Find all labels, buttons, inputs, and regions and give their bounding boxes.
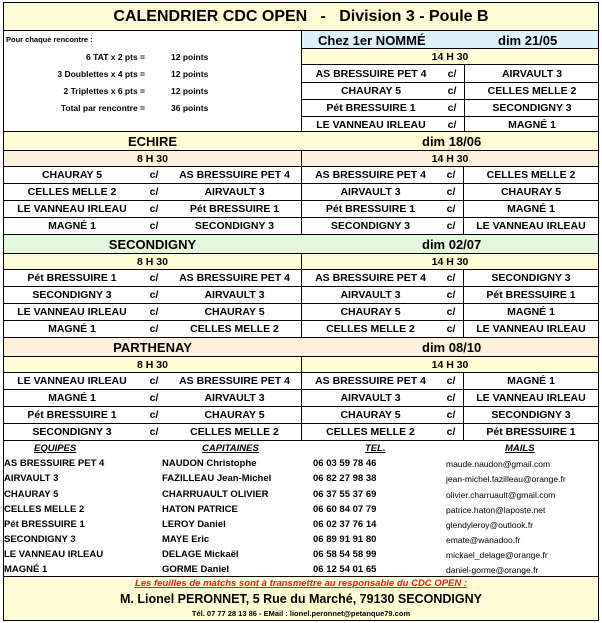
directory-mail[interactable]: glendyleroy@outlook.fr [446, 520, 534, 530]
match-away: LE VANNEAU IRLEAU [463, 389, 598, 406]
directory-captain: FAZILLEAU Jean-Michel [162, 473, 272, 484]
match-home: CELLES MELLE 2 [301, 320, 439, 337]
match-vs: c/ [140, 183, 168, 200]
match-home: CHAURAY 5 [302, 82, 440, 99]
scoring-value: 12 points [171, 69, 209, 79]
round-time-pm: 14 H 30 [301, 253, 598, 269]
directory-team: CELLES MELLE 2 [4, 504, 85, 515]
directory-captain: DELAGE Mickaël [162, 549, 239, 560]
match-vs: c/ [140, 372, 168, 389]
match-vs: c/ [140, 166, 168, 183]
directory-header-tel: TEL. [365, 443, 386, 454]
match-home: SECONDIGNY 3 [4, 423, 140, 440]
page-title: CALENDRIER CDC OPEN - Division 3 - Poule B [4, 3, 598, 30]
match-away: LE VANNEAU IRLEAU [463, 217, 598, 234]
directory-mail[interactable]: mickael_delage@orange.fr [446, 550, 548, 560]
match-away: Pét BRESSUIRE 1 [463, 286, 598, 303]
scoring-label: Total par rencontre = [60, 103, 145, 113]
directory-tel: 06 58 54 58 99 [313, 549, 377, 560]
match-away: AIRVAULT 3 [464, 65, 599, 82]
scoring-value: 36 points [171, 103, 209, 113]
match-away: SECONDIGNY 3 [463, 406, 598, 423]
directory-captain: GORME Daniel [162, 564, 230, 575]
match-vs: c/ [140, 269, 168, 286]
match-home: Pét BRESSUIRE 1 [302, 99, 440, 116]
match-home: CHAURAY 5 [301, 406, 439, 423]
first-round-header [301, 30, 598, 48]
directory-tel: 06 02 37 76 14 [313, 519, 377, 530]
directory-header-captain: CAPITAINES [202, 443, 259, 454]
match-vs: c/ [140, 389, 168, 406]
scoring-label: 2 Triplettes x 6 pts = [63, 86, 145, 96]
round-header [4, 337, 598, 356]
match-away: SECONDIGNY 3 [463, 269, 598, 286]
calendar-sheet [3, 2, 599, 621]
match-home: AS BRESSUIRE PET 4 [301, 372, 439, 389]
scoring-value: 12 points [171, 86, 209, 96]
match-home: SECONDIGNY 3 [301, 217, 439, 234]
match-vs: c/ [140, 406, 168, 423]
first-round-matches [301, 64, 598, 131]
scoring-label: 6 TAT x 2 pts = [86, 52, 145, 62]
match-vs: c/ [439, 269, 463, 286]
footer-notice: Les feuilles de matchs sont à transmettre au responsable du CDC OPEN : [134, 578, 468, 589]
match-home: CHAURAY 5 [301, 303, 439, 320]
match-vs: c/ [140, 303, 168, 320]
match-vs: c/ [439, 372, 463, 389]
match-vs: c/ [440, 99, 464, 116]
match-away: AIRVAULT 3 [168, 389, 301, 406]
match-home: Pét BRESSUIRE 1 [4, 269, 140, 286]
match-away: AS BRESSUIRE PET 4 [168, 269, 301, 286]
match-home: MAGNÉ 1 [4, 389, 140, 406]
match-away: SECONDIGNY 3 [168, 217, 301, 234]
match-away: Pét BRESSUIRE 1 [463, 423, 598, 440]
directory-team: AS BRESSUIRE PET 4 [4, 458, 105, 469]
match-away: AS BRESSUIRE PET 4 [168, 166, 301, 183]
directory-mail[interactable]: patrice.haton@laposte.net [446, 505, 546, 515]
match-home: Pét BRESSUIRE 1 [4, 406, 140, 423]
directory-mail[interactable]: emate@wanadoo.fr [446, 535, 521, 545]
match-vs: c/ [440, 116, 464, 132]
match-vs: c/ [439, 166, 463, 183]
match-vs: c/ [439, 423, 463, 440]
match-vs: c/ [140, 217, 168, 234]
match-away: CELLES MELLE 2 [168, 320, 301, 337]
match-home: LE VANNEAU IRLEAU [4, 372, 140, 389]
match-away: AIRVAULT 3 [168, 183, 301, 200]
footer-address: M. Lionel PERONNET, 5 Rue du Marché, 79130 SECONDIGNY [120, 592, 482, 606]
match-vs: c/ [447, 67, 457, 80]
match-vs: c/ [439, 320, 463, 337]
match-home: AIRVAULT 3 [301, 389, 439, 406]
match-away: CHAURAY 5 [463, 183, 598, 200]
match-away: MAGNÉ 1 [463, 303, 598, 320]
match-vs: c/ [439, 217, 463, 234]
match-vs: c/ [439, 286, 463, 303]
match-home: AS BRESSUIRE PET 4 [301, 269, 439, 286]
directory-table [4, 440, 598, 576]
match-away: MAGNÉ 1 [464, 116, 599, 132]
match-vs: c/ [439, 406, 463, 423]
scoring-value: 12 points [171, 52, 209, 62]
directory-team: Pét BRESSUIRE 1 [4, 519, 85, 530]
round-date: dim 02/07 [422, 237, 482, 252]
round-header [4, 131, 598, 150]
footer [4, 576, 598, 620]
match-away: CELLES MELLE 2 [463, 166, 598, 183]
directory-mail[interactable]: olivier.charruault@gmail.com [446, 490, 556, 500]
round-time-am: 8 H 30 [4, 150, 301, 166]
match-home: MAGNÉ 1 [4, 320, 140, 337]
match-home: CHAURAY 5 [4, 166, 140, 183]
match-vs: c/ [140, 320, 168, 337]
directory-captain: HATON PATRICE [162, 504, 238, 515]
match-home: AS BRESSUIRE PET 4 [301, 166, 439, 183]
match-vs: c/ [140, 423, 168, 440]
round-date: dim 08/10 [422, 340, 482, 355]
match-away: LE VANNEAU IRLEAU [463, 320, 598, 337]
round-venue: ECHIRE [127, 134, 178, 149]
directory-tel: 06 82 27 98 38 [313, 473, 377, 484]
round-time-pm: 14 H 30 [301, 356, 598, 372]
round-header [4, 234, 598, 253]
directory-team: CHAURAY 5 [4, 489, 59, 500]
directory-captain: NAUDON Christophe [162, 458, 257, 469]
match-vs: c/ [439, 200, 463, 217]
match-away: Pét BRESSUIRE 1 [168, 200, 301, 217]
match-away: AIRVAULT 3 [168, 286, 301, 303]
directory-team: LE VANNEAU IRLEAU [4, 549, 104, 560]
directory-tel: 06 89 91 91 80 [313, 534, 377, 545]
scoring-heading: Pour chaque rencontre : [6, 35, 93, 44]
match-home: LE VANNEAU IRLEAU [4, 303, 140, 320]
directory-header-mail: MAILS [505, 443, 535, 454]
match-home: LE VANNEAU IRLEAU [302, 116, 440, 132]
match-home: Pét BRESSUIRE 1 [301, 200, 439, 217]
match-away: CELLES MELLE 2 [168, 423, 301, 440]
directory-captain: CHARRUAULT OLIVIER [162, 489, 269, 500]
match-vs: c/ [439, 389, 463, 406]
scoring-label: 3 Doublettes x 4 pts = [57, 69, 145, 79]
scoring-box [4, 30, 301, 131]
match-vs: c/ [439, 303, 463, 320]
directory-tel: 06 03 59 78 46 [313, 458, 377, 469]
match-vs: c/ [140, 200, 168, 217]
directory-captain: MAYE Eric [162, 534, 210, 545]
match-home: MAGNÉ 1 [4, 217, 140, 234]
directory-captain: LEROY Daniel [162, 519, 226, 530]
directory-mail[interactable]: daniel-gorme@orange.fr [446, 565, 539, 575]
directory-team: AIRVAULT 3 [4, 473, 59, 484]
match-home: LE VANNEAU IRLEAU [4, 200, 140, 217]
match-away: AS BRESSUIRE PET 4 [168, 372, 301, 389]
directory-tel: 06 12 54 01 65 [313, 564, 377, 575]
match-home: AS BRESSUIRE PET 4 [315, 67, 427, 80]
match-away: CHAURAY 5 [168, 406, 301, 423]
match-away: SECONDIGNY 3 [464, 99, 599, 116]
match-home: CELLES MELLE 2 [4, 183, 140, 200]
directory-team: MAGNÉ 1 [4, 564, 48, 575]
footer-contact: Tél. 07 77 28 13 86 - EMail : lionel.peronnet@petanque79.com [191, 609, 411, 618]
match-home: SECONDIGNY 3 [4, 286, 140, 303]
directory-team: SECONDIGNY 3 [4, 534, 76, 545]
first-round-time: 14 H 30 [301, 48, 598, 64]
round-venue: PARTHENAY [113, 340, 192, 355]
match-away: CELLES MELLE 2 [464, 82, 599, 99]
match-home: AIRVAULT 3 [301, 183, 439, 200]
match-home: AIRVAULT 3 [301, 286, 439, 303]
match-vs: c/ [140, 286, 168, 303]
match-home: CELLES MELLE 2 [301, 423, 439, 440]
match-away: MAGNÉ 1 [463, 372, 598, 389]
round-time-am: 8 H 30 [4, 253, 301, 269]
directory-header-team: EQUIPES [34, 443, 77, 454]
round-venue: SECONDIGNY [108, 237, 197, 252]
match-away: MAGNÉ 1 [463, 200, 598, 217]
directory-mail[interactable]: jean-michel.fazilleau@orange.fr [446, 474, 566, 484]
match-away: CHAURAY 5 [168, 303, 301, 320]
match-vs: c/ [439, 183, 463, 200]
first-round-date: dim 21/05 [498, 33, 558, 48]
match-vs: c/ [440, 82, 464, 99]
first-round-venue: Chez 1er NOMMÉ [318, 33, 426, 48]
round-time-am: 8 H 30 [4, 356, 301, 372]
round-time-pm: 14 H 30 [301, 150, 598, 166]
directory-mail[interactable]: maude.naudon@gmail.com [446, 459, 551, 469]
directory-tel: 06 60 84 07 79 [313, 504, 377, 515]
round-date: dim 18/06 [422, 134, 482, 149]
directory-tel: 06 37 55 37 69 [313, 489, 377, 500]
